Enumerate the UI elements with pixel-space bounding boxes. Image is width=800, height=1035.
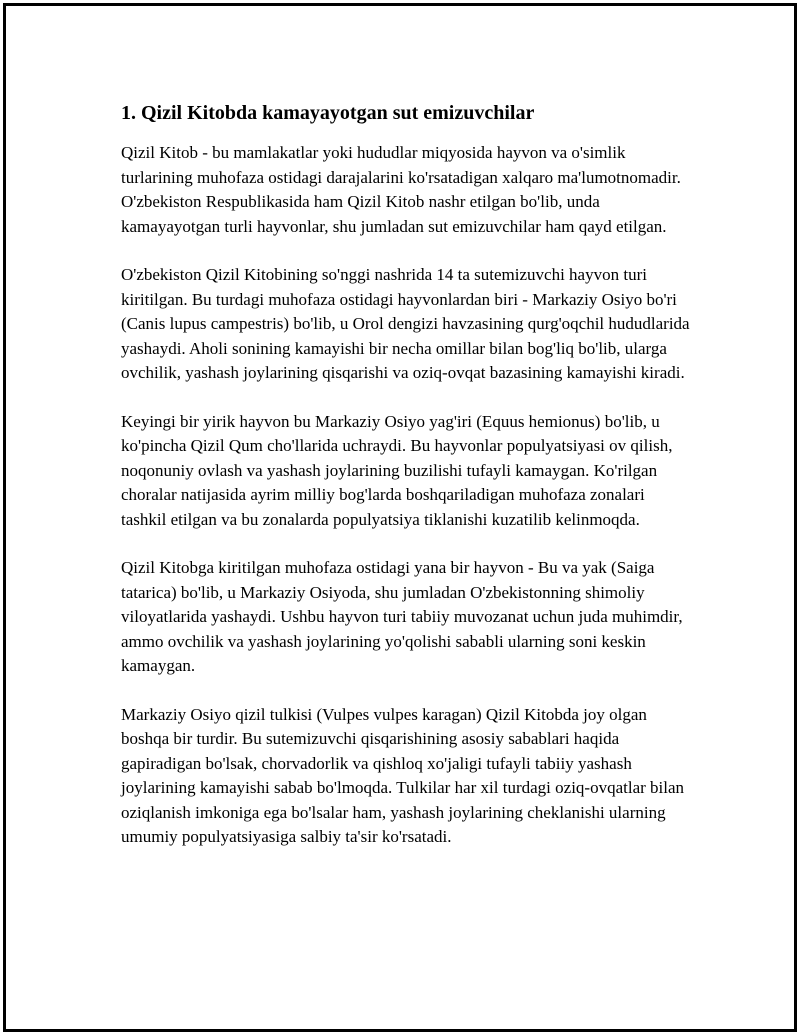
paragraph-1: Qizil Kitob - bu mamlakatlar yoki hududlar miqyosida hayvon va o'simlik turlarining muhofaza ostidagi darajalarini ko'rsatadigan xalqaro ma'lumotnomadir. O'zbekiston Respublikasida ham Qizil Kitob nashr etilgan bo'lib, unda kamayayotgan turli hayvonlar, shu jumladan sut emizuvchilar ham qayd etilgan. [121, 143, 681, 236]
paragraph-2: O'zbekiston Qizil Kitobining so'nggi nashrida 14 ta sutemizuvchi hayvon turi kiritilgan. Bu turdagi muhofaza ostidagi hayvonlardan biri - Markaziy Osiyo bo'ri (Canis lupus campestris) bo'lib, u Orol dengizi havzasining qurg'oqchil hududlarida yashaydi. Aholi sonining kamayishi bir necha omillar bilan bog'liq bo'lib, ularga ovchilik, yashash joylarining qisqarishi va oziq-ovqat bazasining kamayishi kiradi. [121, 265, 690, 382]
paragraph-5: Markaziy Osiyo qizil tulkisi (Vulpes vulpes karagan) Qizil Kitobda joy olgan boshqa bir turdir. Bu sutemizuvchi qisqarishining asosiy sabablari haqida gapiradigan bo'lsak, chorvadorlik va qishloq xo'jaligi tufayli tabiiy yashash joylarining kamayishi sabab bo'lmoqda. Tulkilar har xil turdagi oziq-ovqatlar bilan oziqlanish imkoniga ega bo'lsalar ham, yashash joylarining cheklanishi ularning umumiy populyatsiyasiga salbiy ta'sir ko'rsatadi. [121, 704, 685, 846]
page-frame [3, 3, 797, 1032]
paragraph-3: Keyingi bir yirik hayvon bu Markaziy Osiyo yag'iri (Equus hemionus) bo'lib, u ko'pincha Qizil Qum cho'llarida uchraydi. Bu hayvonlar populyatsiyasi ov qilish, noqonuniy ovlash va yashash joylarining buzilishi tufayli kamaygan. Ko'rilgan choralar natijasida ayrim milliy bog'larda boshqariladigan muhofaza zonalari tashkil etilgan va bu zonalarda populyatsiya tiklanishi kuzatilib kelinmoqda. [121, 411, 673, 529]
paragraph-4: Qizil Kitobga kiritilgan muhofaza ostidagi yana bir hayvon - Bu va yak (Saiga tatarica) bo'lib, u Markaziy Osiyoda, shu jumladan O'zbekistonning shimoliy viloyatlarida yashaydi. Ushbu hayvon turi tabiiy muvozanat uchun juda muhimdir, ammo ovchilik va yashash joylarining yo'qolishi sababli ularning soni keskin kamaygan. [121, 558, 683, 675]
document-body [121, 99, 691, 874]
document-title: 1. Qizil Kitobda kamayayotgan sut emizuvchilar [121, 102, 535, 124]
